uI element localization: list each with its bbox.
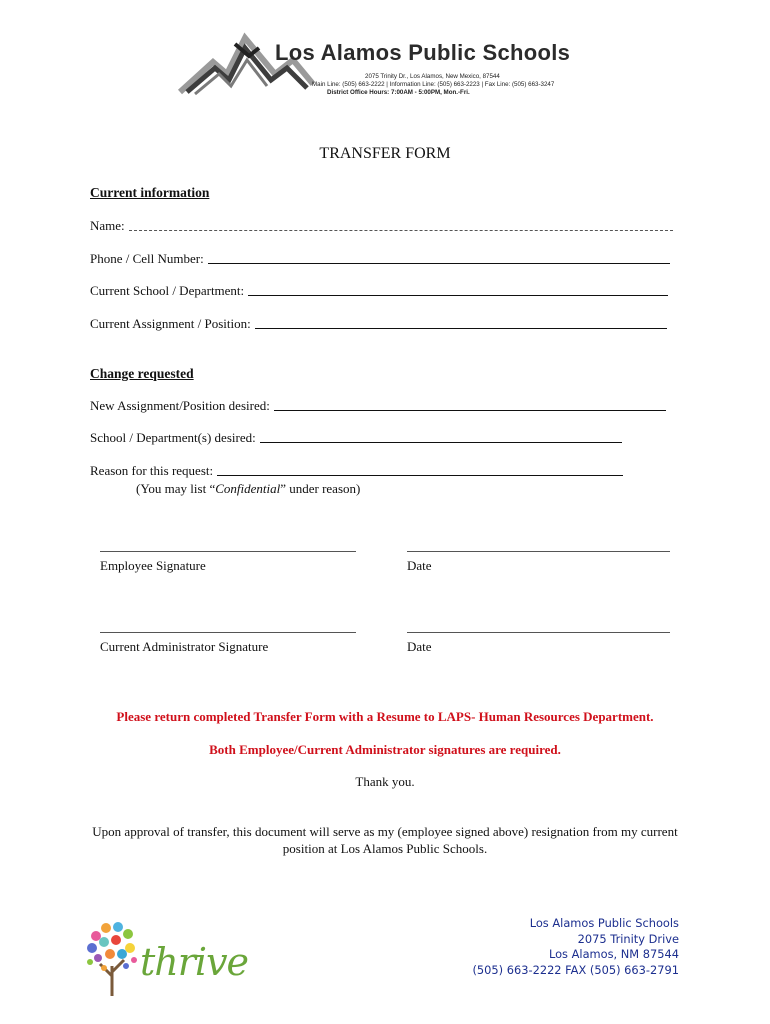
district-address: 2075 Trinity Dr., Los Alamos, New Mexico, 87544	[365, 73, 500, 80]
approval-statement: Upon approval of transfer, this document will serve as my (employee signed above) resignation from my current position at Los Alamos Public Schools.	[92, 824, 678, 856]
change-requested-heading: Change requested	[90, 366, 194, 381]
current-info-heading: Current information	[90, 185, 210, 200]
employee-date-line[interactable]	[407, 550, 670, 552]
employee-signature-line[interactable]	[100, 550, 356, 552]
thrive-word: thrive	[140, 940, 249, 984]
current-assignment-line[interactable]	[255, 327, 667, 329]
district-name: Los Alamos Public Schools	[275, 40, 571, 65]
school-desired-label: School / Department(s) desired:	[90, 430, 256, 445]
signature-notice: Both Employee/Current Administrator signatures are required.	[209, 742, 561, 757]
current-assignment-field[interactable]	[90, 316, 667, 332]
new-assignment-line[interactable]	[274, 409, 666, 411]
return-notice: Please return completed Transfer Form with a Resume to LAPS- Human Resources Department.	[116, 709, 654, 724]
admin-date-block[interactable]	[407, 631, 670, 655]
current-school-field[interactable]	[90, 283, 668, 299]
employee-signature-block[interactable]	[100, 550, 356, 574]
footer-address-line: 2075 Trinity Drive	[577, 931, 679, 946]
phone-label: Phone / Cell Number:	[90, 251, 204, 266]
name-line[interactable]	[129, 229, 673, 231]
reason-label: Reason for this request:	[90, 463, 214, 478]
footer-address	[472, 916, 679, 978]
name-field[interactable]	[90, 218, 673, 234]
footer-address-line: Los Alamos, NM 87544	[548, 947, 679, 962]
current-school-line[interactable]	[248, 294, 668, 296]
admin-signature-line[interactable]	[100, 631, 356, 633]
district-hours: District Office Hours: 7:00AM - 5:00PM, Mon.-Fri.	[327, 89, 470, 96]
thrive-logo	[82, 918, 249, 998]
admin-date-label: Date	[407, 639, 432, 654]
admin-signature-label: Current Administrator Signature	[100, 639, 269, 654]
tree-icon	[82, 918, 142, 998]
admin-signature-block[interactable]	[100, 631, 356, 655]
form-title: TRANSFER FORM	[319, 145, 451, 162]
phone-line[interactable]	[208, 262, 670, 264]
school-desired-line[interactable]	[260, 441, 622, 443]
new-assignment-label: New Assignment/Position desired:	[90, 398, 270, 413]
current-assignment-label: Current Assignment / Position:	[90, 316, 251, 331]
footer-address-line: Los Alamos Public Schools	[529, 916, 679, 930]
employee-date-label: Date	[407, 558, 432, 573]
new-assignment-field[interactable]	[90, 398, 666, 414]
thank-you-text: Thank you.	[355, 774, 415, 789]
current-school-label: Current School / Department:	[90, 283, 245, 298]
district-logo	[175, 30, 595, 100]
phone-field[interactable]	[90, 251, 670, 267]
employee-date-block[interactable]	[407, 550, 670, 574]
name-label: Name:	[90, 218, 125, 233]
employee-signature-label: Employee Signature	[100, 558, 206, 573]
admin-date-line[interactable]	[407, 631, 670, 633]
footer-address-line: (505) 663-2222 FAX (505) 663-2791	[472, 962, 679, 977]
reason-line[interactable]	[217, 474, 623, 476]
reason-field[interactable]	[90, 463, 623, 479]
reason-note: (You may list “Confidential” under reason)	[136, 481, 361, 496]
confidential-text: Confidential	[215, 481, 281, 496]
district-phones: Main Line: (505) 663-2222 | Information Line: (505) 663-2223 | Fax Line: (505) 663-3247	[312, 81, 555, 88]
school-desired-field[interactable]	[90, 430, 622, 446]
